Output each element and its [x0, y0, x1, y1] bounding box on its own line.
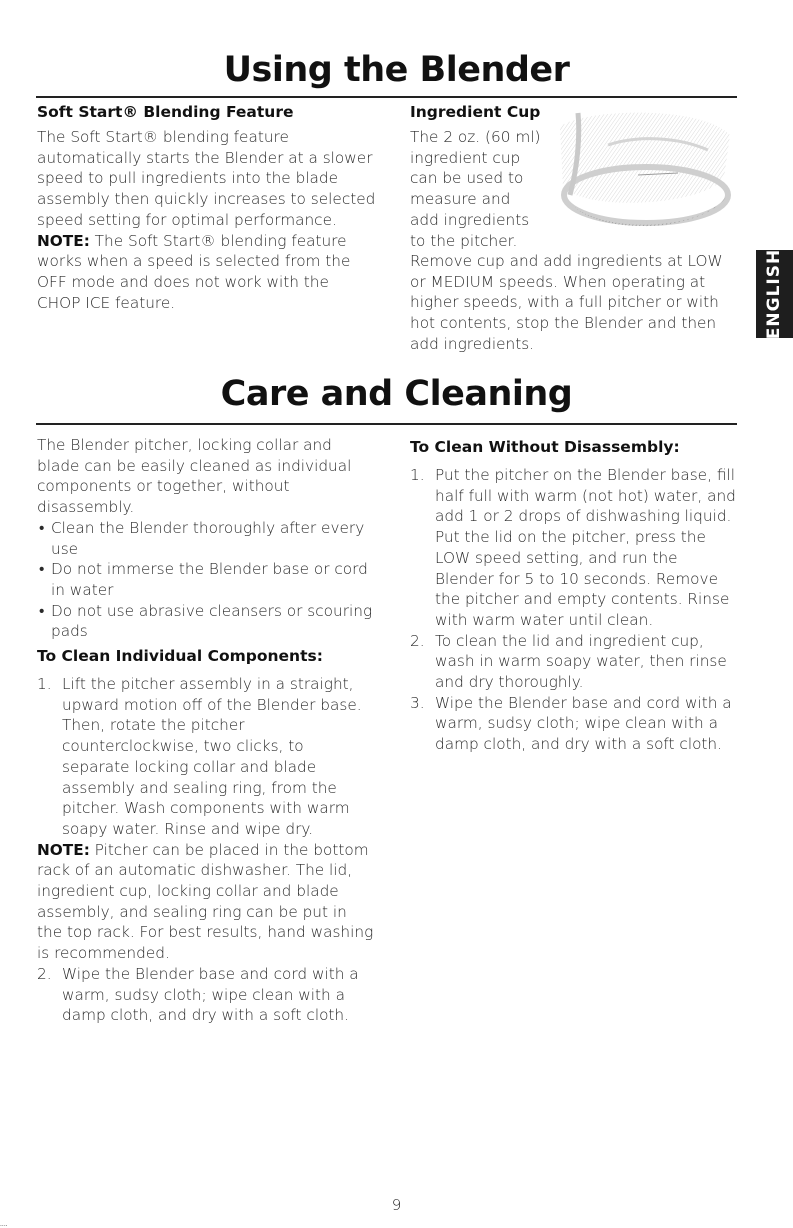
ingredient-cup-illustration — [548, 105, 736, 255]
care-bullets — [37, 518, 375, 642]
language-tab-label: ENGLISH — [764, 248, 785, 340]
ingredient-line: ingredient cup — [410, 148, 521, 167]
individual-note — [37, 840, 375, 964]
ingredient-cup-text: Remove cup and add ingredients at LOW or MEDIUM speeds. When operating at higher speeds, with a full pitcher or with hot contents, stop the Blender and then add ingredients. — [410, 252, 723, 353]
title-rule — [36, 423, 737, 425]
corner-mark: .... — [0, 1221, 8, 1228]
note-label: NOTE: — [37, 840, 90, 859]
without-step — [410, 631, 740, 693]
ingredient-cup-heading: Ingredient Cup — [410, 103, 541, 121]
without-disassembly-heading: To Clean Without Disassembly: — [410, 438, 680, 456]
individual-step-list — [37, 964, 375, 1026]
bullet-item: • Clean the Blender thoroughly after every use — [37, 518, 375, 559]
step-text: To clean the lid and ingredient cup, wash in warm soapy water, then rinse and dry thoroughly. — [435, 631, 727, 692]
step-number: 1. — [410, 466, 425, 484]
ingredient-line: measure and — [410, 190, 511, 209]
without-step-list — [410, 465, 740, 755]
individual-step — [37, 674, 375, 840]
step-text: Wipe the Blender base and cord with a warm, sudsy cloth; wipe clean with a damp cloth, and dry with a soft cloth. — [435, 693, 732, 754]
without-disassembly-block — [410, 465, 740, 755]
page-number: 9 — [391, 1196, 402, 1214]
bullet-item: • Do not use abrasive cleansers or scouring pads — [37, 601, 375, 642]
ingredient-line: to the pitcher. — [410, 231, 518, 250]
note-text: Pitcher can be placed in the bottom rack of an automatic dishwasher. The lid, ingredient cup, locking collar and blade assembly, and sealing ring can be put in the top rack. For best results, hand washing is recommended. — [37, 840, 374, 963]
individual-components-block — [37, 674, 375, 1026]
individual-step — [37, 964, 375, 1026]
step-number: 3. — [410, 693, 425, 712]
note-label: NOTE: — [37, 231, 90, 250]
ingredient-line: The 2 oz. (60 ml) — [410, 128, 541, 146]
care-intro: The Blender pitcher, locking collar and blade can be easily cleaned as individual components or together, without disassembly. — [37, 436, 352, 517]
note-text: The Soft Start® blending feature works when a speed is selected from the OFF mode and does not work with the CHOP ICE feature. — [37, 231, 351, 312]
without-step — [410, 693, 740, 755]
step-text: Lift the pitcher assembly in a straight, upward motion off of the Blender base. Then, rotate the pitcher counterclockwise, two clicks, to separate locking collar and blade assembly and sealing ring, from the pitcher. Wash components with warm soapy water. Rinse and wipe dry. — [62, 675, 362, 838]
title-rule — [36, 96, 737, 98]
step-number: 2. — [410, 631, 425, 650]
individual-step-list — [37, 674, 375, 840]
step-text: Wipe the Blender base and cord with a warm, sudsy cloth; wipe clean with a damp cloth, and dry with a soft cloth. — [62, 964, 359, 1025]
step-number: 1. — [37, 675, 52, 693]
ingredient-line: can be used to — [410, 169, 524, 188]
section-title-using-blender: Using the Blender — [223, 50, 570, 90]
step-number: 2. — [37, 964, 52, 983]
language-tab — [756, 250, 793, 338]
step-text: Put the pitcher on the Blender base, fill half full with warm (not hot) water, and add 1 or 2 drops of dishwashing liquid. Put the lid on the pitcher, press the LOW speed setting, and run the Blender for 5 to 10 seconds. Remove the pitcher and empty contents. Rinse with warm water until clean. — [435, 466, 736, 629]
soft-start-heading: Soft Start® Blending Feature — [37, 103, 294, 121]
section-title-care-cleaning: Care and Cleaning — [220, 374, 573, 414]
soft-start-note — [37, 231, 377, 314]
without-step — [410, 465, 740, 631]
care-left-column — [37, 435, 375, 642]
ingredient-cup-lines — [410, 127, 560, 251]
ingredient-cup-paragraph — [410, 251, 740, 355]
soft-start-paragraph: The Soft Start® blending feature automatically starts the Blender at a slower speed to pull ingredients into the blade assembly then quickly increases to selected speed setting for optimal performance. — [37, 128, 376, 229]
soft-start-block — [37, 127, 377, 313]
ingredient-line: add ingredients — [410, 210, 530, 229]
individual-components-heading: To Clean Individual Components: — [37, 647, 323, 665]
bullet-item: • Do not immerse the Blender base or cord in water — [37, 559, 375, 600]
